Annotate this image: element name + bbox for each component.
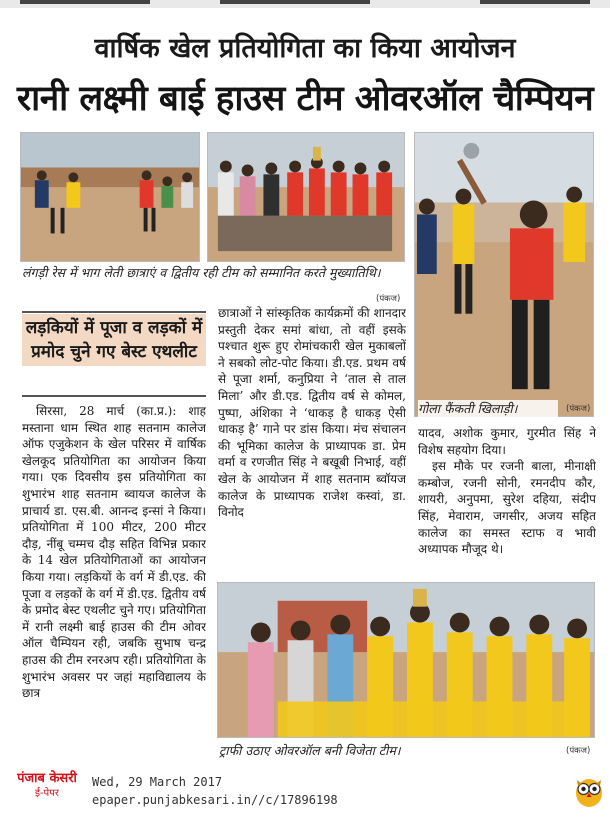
article-headline: रानी लक्ष्मी बाई हाउस टीम ओवरऑल चैम्पियन (16, 79, 594, 119)
epaper-footer (0, 768, 610, 813)
article-paragraph: सिरसा, 28 मार्च (का.प्र.): शाह मस्ताना धाम स्थित शाह सतनाम कालेज ऑफ एजुकेशन के खेल परिसर में वार्षिक खेलकूद प्रतियोगिता का आयोजन किया गया। एक दिवसीय इस प्रतियोगिता का शुभारंभ शाह सतनाम ब्वायज कालेज के प्राचार्य डा. एस.बी. आनन्द इन्सां ने किया। प्रतियोगिता में 100 मीटर, 200 मीटर दौड़, नींबू चम्मच दौड़ सहित विभिन्न प्रकार के 14 खेल प्रतियोगिताओं का आयोजन किया गया। लड़कियों के वर्ग में डी.एड. की पूजा व लड़कों के वर्ग में डी.एड. द्वितीय वर्ष के प्रमोद बेस्ट एथलीट चुने गए। प्रतियोगिता में रानी लक्ष्मी बाई हाउस की टीम ओवर ऑल चैम्पियन रही, जबकि सुभाष चन्द्र हाउस की टीम रनरअप रही। प्रतियोगिता के शुभारंभ अवसर पर जहां महाविद्यालय के छात्र (22, 404, 206, 701)
photo-credit: (पंकज) (566, 404, 591, 414)
article-kicker: वार्षिक खेल प्रतियोगिता का किया आयोजन (94, 33, 516, 64)
brand-logo[interactable] (10, 771, 84, 800)
trophy-team-photo (217, 582, 595, 738)
subhead-rule-top (22, 311, 206, 313)
previous-page-strip (0, 0, 610, 8)
article-column-3 (418, 425, 596, 575)
photo-credit: (पंकज) (376, 294, 401, 304)
article-column-1 (22, 403, 206, 755)
brand-sub: ई-पेपर (35, 788, 59, 799)
photo-credit: (पंकज) (566, 746, 591, 756)
shotput-photo (414, 132, 594, 417)
subhead-rule-bottom (22, 395, 206, 397)
article-subhead: लड़कियों में पूजा व लड़कों में प्रमोद चुने गए बेस्ट एथलीट (22, 314, 206, 366)
article-paragraph: छात्राओं ने सांस्कृतिक कार्यक्रमों की शानदार प्रस्तुती देकर समां बांधा, तो वहीं इसके पश्चात शुरू हुए रोमांचकारी खेल मुकाबलों ने सबको लोट-पोट किया। डी.एड. प्रथम वर्ष से पूजा शर्मा, कनुप्रिया ने ‘ताल से ताल मिला’ और डी.एड. द्वितीय वर्ष से कोमल, पुष्पा, अंशिका ने ‘धाकड़ है धाकड़ ऐसी धाकड़ है’ गाने पर डांस किया। मंच संचालन की भूमिका कालेज के प्राध्यापक डा. प्रेम वर्मा व रणजीत सिंह ने बखूबी निभाई, वहीं खेल के आयोजन में शाह सतनाम ब्वॉयज कालेज के प्राध्यापक राजेश कस्वां, डा. विनोद (218, 306, 406, 520)
article-column-2 (218, 305, 406, 571)
race-photo (20, 132, 200, 262)
team-honour-photo (207, 132, 405, 262)
shotput-caption: गोला फैंकती खिलाड़ी। (418, 400, 558, 417)
brand-name: पंजाब केसरी (17, 771, 77, 786)
race-caption: लंगड़ी रेस में भाग लेती छात्राएं व द्वितीय रही टीम को सम्मानित करते मुख्यातिथि। (22, 265, 381, 280)
article-paragraph: इस मौके पर रजनी बाला, मीनाक्षी कम्बोज, रजनी सोनी, रमनदीप कौर, शायरी, अनुपमा, सुरेश दहिया, संदीप सिंह, मेवाराम, जगसीर, अजय सहित कालेज का समस्त स्टाफ व भावी अध्यापक मौजूद थे। (418, 459, 596, 557)
owl-icon[interactable] (574, 774, 604, 808)
trophy-caption: ट्राफी उठाए ओवरऑल बनी विजेता टीम। (219, 743, 401, 758)
edition-date: Wed, 29 March 2017 (92, 775, 223, 789)
epaper-url[interactable]: epaper.punjabkesari.in//c/17896198 (92, 793, 338, 807)
article-paragraph: यादव, अशोक कुमार, गुरमीत सिंह ने विशेष सहयोग दिया। (418, 426, 596, 457)
